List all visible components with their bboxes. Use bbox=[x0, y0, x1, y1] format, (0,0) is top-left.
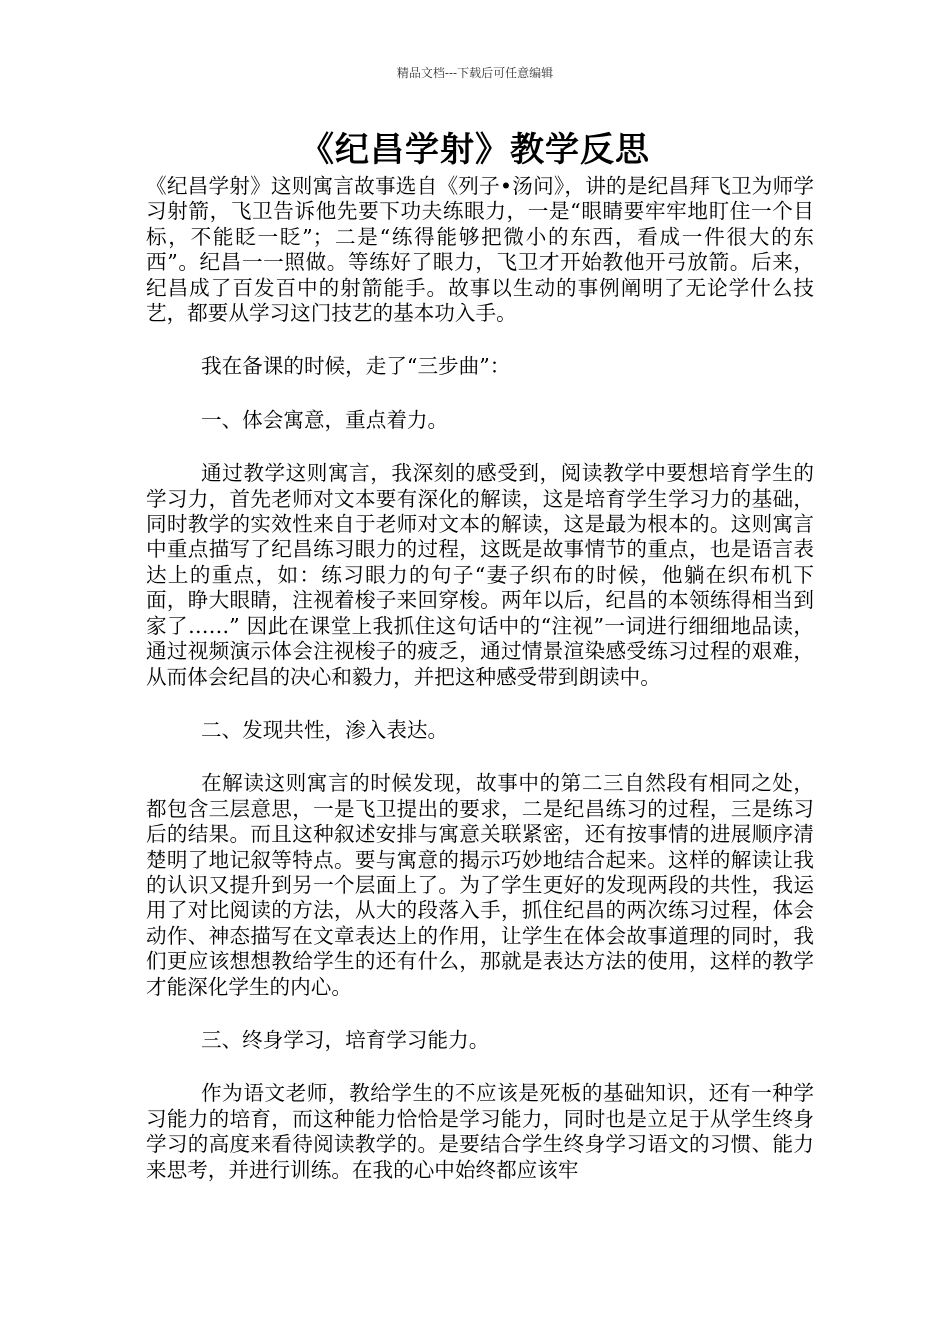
section-paragraph-3: 作为语文老师，教给学生的不应该是死板的基础知识，还有一种学习能力的培育，而这种能力恰恰是学习能力，同时也是立足于从学生终身学习的高度来看待阅读教学的。是要结合学生终身学习语文的习惯、能力来思考，并进行训练。在我的心中始终都应该牢 bbox=[146, 1081, 814, 1182]
three-steps-line: 我在备课的时候，走了“三步曲”： bbox=[201, 354, 511, 379]
page-header: 精品文档---下载后可任意编辑 bbox=[396, 66, 554, 80]
section-heading-2: 二、发现共性，渗入表达。 bbox=[201, 717, 449, 742]
intro-paragraph: 《纪昌学射》这则寓言故事选自《列子•汤问》，讲的是纪昌拜飞卫为师学习射箭，飞卫告诉他先要下功夫练眼力，一是“眼睛要牢牢地盯住一个目标，不能眨一眨”；二是“练得能够把微小的东西，看成一件很大的东西”。纪昌一一照做。等练好了眼力，飞卫才开始教他开弓放箭。后来，纪昌成了百发百中的射箭能手。故事以生动的事例阐明了无论学什么技艺，都要从学习这门技艺的基本功入手。 bbox=[146, 174, 814, 326]
document-title: 《纪昌学射》教学反思 bbox=[300, 130, 650, 170]
section-paragraph-2: 在解读这则寓言的时候发现，故事中的第二三自然段有相同之处，都包含三层意思，一是飞卫提出的要求，二是纪昌练习的过程，三是练习后的结果。而且这种叙述安排与寓意关联紧密，还有按事情的进展顺序清楚明了地记叙等特点。要与寓意的揭示巧妙地结合起来。这样的解读让我的认识又提升到另一个层面上了。为了学生更好的发现两段的共性，我运用了对比阅读的方法，从大的段落入手，抓住纪昌的两次练习过程，体会动作、神态描写在文章表达上的作用，让学生在体会故事道理的同时，我们更应该想想教给学生的还有什么，那就是表达方法的使用，这样的教学才能深化学生的内心。 bbox=[146, 771, 814, 999]
document-body bbox=[146, 174, 814, 1183]
section-heading-3: 三、终身学习，培育学习能力。 bbox=[201, 1027, 490, 1052]
section-paragraph-1: 通过教学这则寓言，我深刻的感受到，阅读教学中要想培育学生的学习力，首先老师对文本要有深化的解读，这是培育学生学习力的基础，同时教学的实效性来自于老师对文本的解读，这是最为根本的。这则寓言中重点描写了纪昌练习眼力的过程，这既是故事情节的重点，也是语言表达上的重点，如：练习眼力的句子“妻子织布的时候，他躺在织布机下面，睁大眼睛，注视着梭子来回穿梭。两年以后，纪昌的本领练得相当到家了……” 因此在课堂上我抓住这句话中的“注视”一词进行细细地品读，通过视频演示体会注视梭子的疲乏，通过情景渲染感受练习过程的艰难，从而体会纪昌的决心和毅力，并把这种感受带到朗读中。 bbox=[146, 461, 814, 689]
section-heading-1: 一、体会寓意，重点着力。 bbox=[201, 407, 449, 432]
